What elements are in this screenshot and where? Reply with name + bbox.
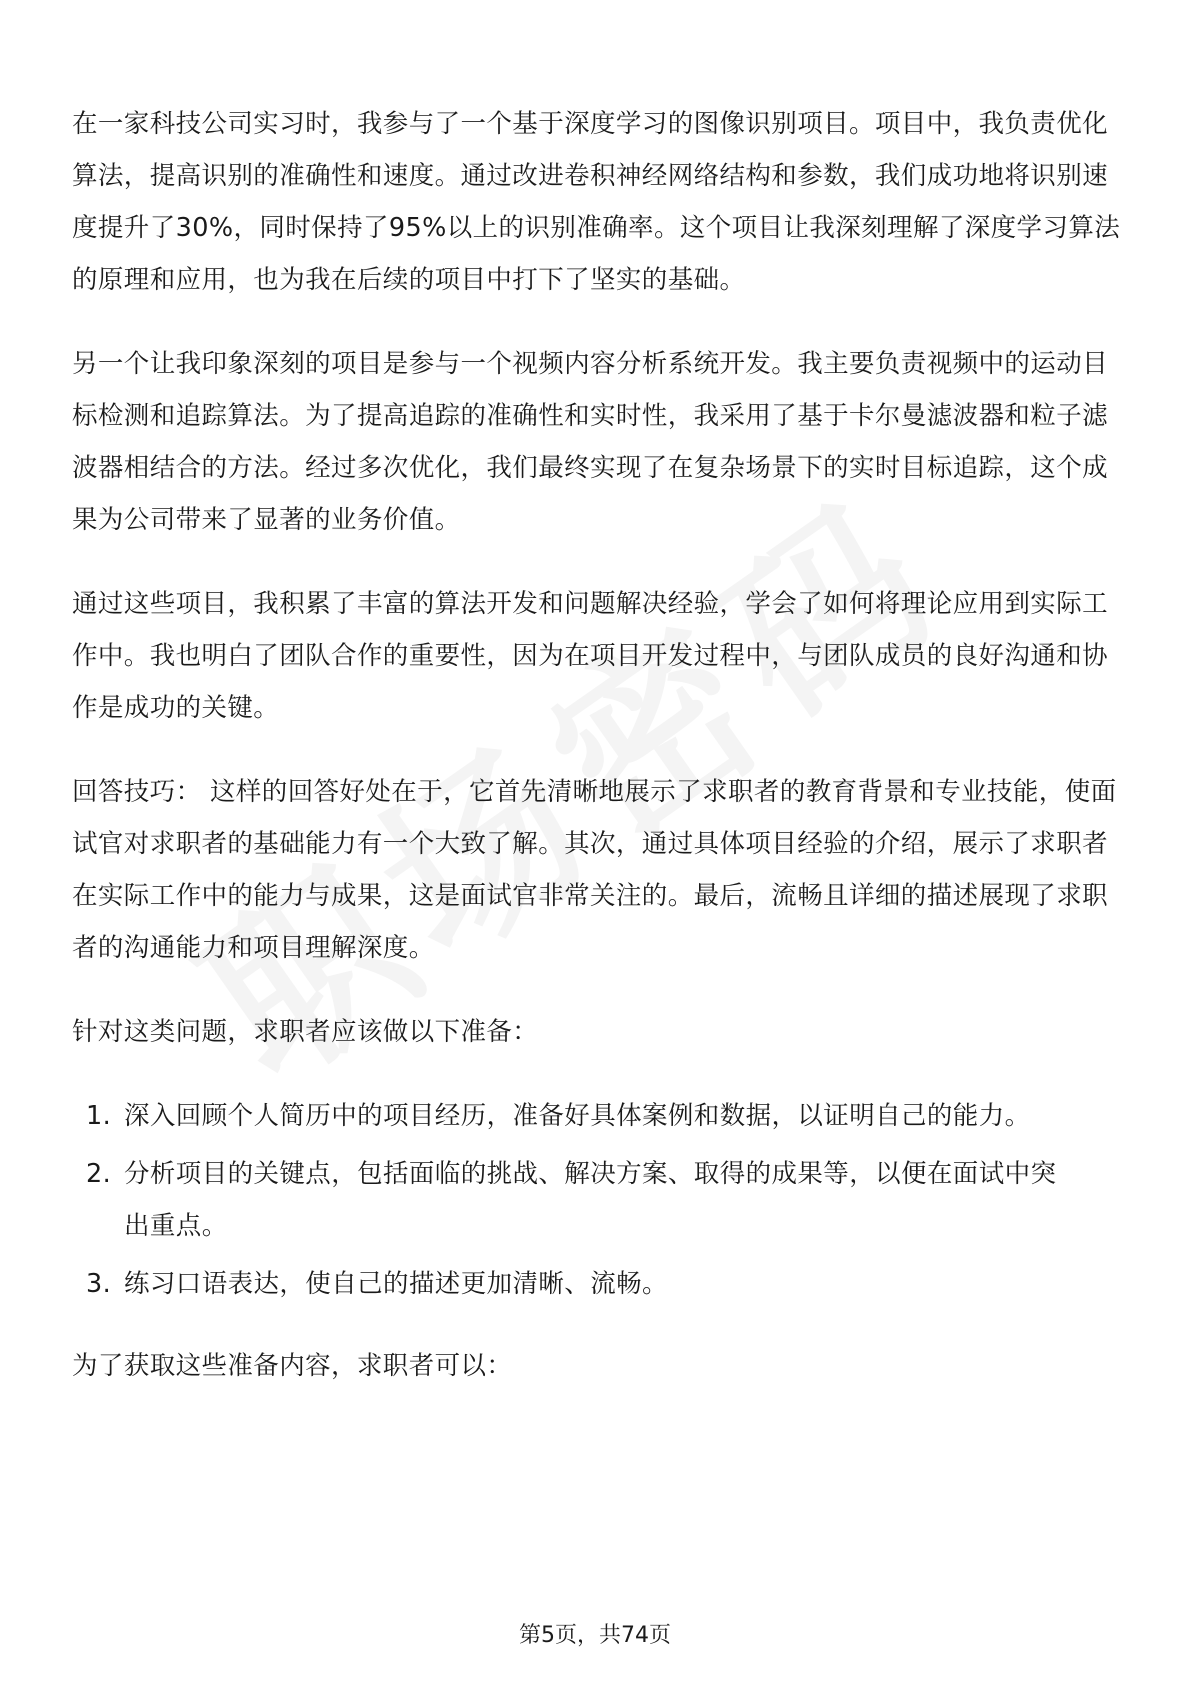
paragraph-experience-summary: 通过这些项目，我积累了丰富的算法开发和问题解决经验，学会了如何将理论应用到实际工作中。我也明白了团队合作的重要性，因为在项目开发过程中，与团队成员的良好沟通和协作是成功的关键。 [72, 589, 1109, 723]
list-item-number: 2. [86, 1159, 112, 1189]
paragraph-answer-tips: 回答技巧： 这样的回答好处在于，它首先清晰地展示了求职者的教育背景和专业技能，使面试官对求职者的基础能力有一个大致了解。其次，通过具体项目经验的介绍，展示了求职者在实际工作中的能力与成果，这是面试官非常关注的。最后，流畅且详细的描述展现了求职者的沟通能力和项目理解深度。 [72, 777, 1117, 963]
list-item-text: 深入回顾个人简历中的项目经历，准备好具体案例和数据，以证明自己的能力。 [124, 1101, 1031, 1131]
list-item [72, 1258, 1122, 1310]
list-item-text: 分析项目的关键点，包括面临的挑战、解决方案、取得的成果等，以便在面试中突出重点。 [124, 1159, 1057, 1241]
paragraph-video-project: 另一个让我印象深刻的项目是参与一个视频内容分析系统开发。我主要负责视频中的运动目标检测和追踪算法。为了提高追踪的准确性和实时性，我采用了基于卡尔曼滤波器和粒子滤波器相结合的方法。经过多次优化，我们最终实现了在复杂场景下的实时目标追踪，这个成果为公司带来了显著的业务价值。 [72, 349, 1109, 535]
document-body [72, 98, 1122, 1424]
list-item-text: 练习口语表达，使自己的描述更加清晰、流畅。 [124, 1269, 668, 1299]
preparation-list [72, 1090, 1122, 1310]
list-item-number: 1. [86, 1101, 112, 1131]
list-item [72, 1148, 1122, 1252]
page-number-footer: 第5页，共74页 [519, 1623, 671, 1648]
paragraph-closing: 为了获取这些准备内容，求职者可以： [72, 1351, 513, 1381]
paragraph-internship-project: 在一家科技公司实习时，我参与了一个基于深度学习的图像识别项目。项目中，我负责优化算法，提高识别的准确性和速度。通过改进卷积神经网络结构和参数，我们成功地将识别速度提升了30%，同时保持了95%以上的识别准确率。这个项目让我深刻理解了深度学习算法的原理和应用，也为我在后续的项目中打下了坚实的基础。 [72, 109, 1121, 295]
list-item-number: 3. [86, 1269, 112, 1299]
paragraph-preparation-intro: 针对这类问题，求职者应该做以下准备： [72, 1017, 539, 1047]
list-item [72, 1090, 1122, 1142]
